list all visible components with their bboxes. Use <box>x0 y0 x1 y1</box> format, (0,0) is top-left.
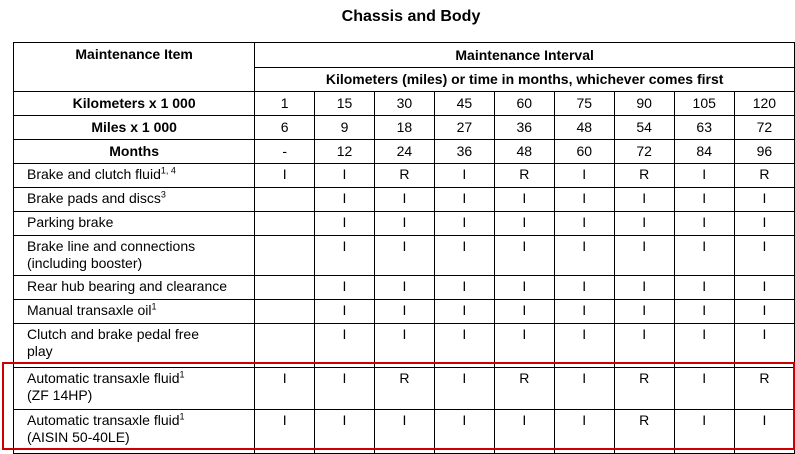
interval-cell: R <box>374 164 434 188</box>
interval-cell: I <box>734 300 794 324</box>
interval-cell: I <box>374 300 434 324</box>
maintenance-item <box>14 212 255 236</box>
scale-value: 30 <box>374 92 434 116</box>
interval-cell: I <box>255 164 315 188</box>
table-row <box>14 368 795 410</box>
interval-cell: I <box>734 410 794 454</box>
interval-cell: I <box>674 410 734 454</box>
footnote-ref: 3 <box>160 189 166 200</box>
interval-cell: I <box>315 300 375 324</box>
scale-label: Miles x 1 000 <box>14 116 255 140</box>
scale-label: Kilometers x 1 000 <box>14 92 255 116</box>
interval-cell: I <box>734 324 794 368</box>
interval-cell: I <box>554 276 614 300</box>
item-label: Manual transaxle oil <box>27 302 152 318</box>
interval-cell: I <box>734 236 794 276</box>
table-row <box>14 164 795 188</box>
interval-cell: I <box>434 276 494 300</box>
interval-cell <box>255 236 315 276</box>
interval-cell: I <box>434 324 494 368</box>
interval-cell: I <box>494 188 554 212</box>
scale-value: 24 <box>374 140 434 164</box>
table-row <box>14 188 795 212</box>
interval-cell: I <box>494 410 554 454</box>
interval-cell: I <box>255 410 315 454</box>
item-label: Rear hub bearing and clearance <box>27 278 228 294</box>
item-label: Clutch and brake pedal free <box>27 326 199 342</box>
item-label-line2: (including booster) <box>27 255 143 271</box>
interval-cell: I <box>674 236 734 276</box>
maintenance-item-header: Maintenance Item <box>14 43 255 92</box>
maintenance-item <box>14 368 255 410</box>
interval-cell: R <box>494 164 554 188</box>
interval-cell: I <box>554 236 614 276</box>
maintenance-item <box>14 300 255 324</box>
scale-value: 12 <box>315 140 375 164</box>
scale-value: 9 <box>315 116 375 140</box>
scale-label: Months <box>14 140 255 164</box>
interval-cell: I <box>674 164 734 188</box>
interval-cell: I <box>494 212 554 236</box>
interval-cell: I <box>614 300 674 324</box>
interval-cell: I <box>734 188 794 212</box>
table-row <box>14 236 795 276</box>
maintenance-item <box>14 324 255 368</box>
interval-cell: I <box>374 188 434 212</box>
interval-cell: I <box>434 410 494 454</box>
interval-cell: I <box>614 324 674 368</box>
interval-cell: I <box>734 276 794 300</box>
scale-row <box>14 140 795 164</box>
interval-cell: I <box>315 164 375 188</box>
scale-value: 60 <box>554 140 614 164</box>
interval-cell: I <box>255 368 315 410</box>
maintenance-item <box>14 410 255 454</box>
interval-cell: I <box>494 300 554 324</box>
scale-value: 72 <box>734 116 794 140</box>
item-label: Brake line and connections <box>27 238 196 254</box>
interval-cell <box>255 324 315 368</box>
item-label-line2: play <box>27 343 53 359</box>
scale-row <box>14 116 795 140</box>
table-row <box>14 212 795 236</box>
interval-cell: I <box>614 188 674 212</box>
interval-cell: I <box>315 410 375 454</box>
interval-cell: I <box>674 324 734 368</box>
scale-value: 120 <box>734 92 794 116</box>
scale-value: 18 <box>374 116 434 140</box>
page-title: Chassis and Body <box>341 8 481 25</box>
scale-value: 48 <box>494 140 554 164</box>
maintenance-interval-header: Maintenance Interval <box>255 43 795 68</box>
scale-value: 96 <box>734 140 794 164</box>
interval-cell: R <box>494 368 554 410</box>
item-label: Brake pads and discs <box>27 190 161 206</box>
interval-cell: R <box>734 164 794 188</box>
scale-value: 36 <box>494 116 554 140</box>
maintenance-item <box>14 276 255 300</box>
interval-cell: I <box>315 188 375 212</box>
interval-cell: R <box>614 368 674 410</box>
table-row <box>14 276 795 300</box>
scale-value: 36 <box>434 140 494 164</box>
interval-cell: I <box>554 300 614 324</box>
interval-cell: R <box>614 410 674 454</box>
interval-cell: I <box>315 212 375 236</box>
interval-cell: I <box>734 212 794 236</box>
scale-value: 48 <box>554 116 614 140</box>
interval-cell: I <box>434 212 494 236</box>
scale-value: 75 <box>554 92 614 116</box>
maintenance-item <box>14 188 255 212</box>
footnote-ref: 1 <box>179 411 185 422</box>
interval-cell <box>255 300 315 324</box>
item-label-line2: (ZF 14HP) <box>27 387 93 403</box>
footnote-ref: 1, 4 <box>160 165 176 176</box>
scale-value: 72 <box>614 140 674 164</box>
scale-value: 63 <box>674 116 734 140</box>
interval-cell: I <box>315 368 375 410</box>
interval-cell: I <box>674 276 734 300</box>
interval-cell: I <box>674 368 734 410</box>
scale-value: 45 <box>434 92 494 116</box>
item-label: Automatic transaxle fluid <box>27 370 180 386</box>
item-label: Automatic transaxle fluid <box>27 412 180 428</box>
interval-cell <box>255 212 315 236</box>
scale-row <box>14 92 795 116</box>
interval-cell: I <box>315 276 375 300</box>
interval-cell: I <box>614 276 674 300</box>
scale-value: 15 <box>315 92 375 116</box>
interval-cell: R <box>734 368 794 410</box>
interval-cell: I <box>554 410 614 454</box>
interval-cell: I <box>614 236 674 276</box>
interval-cell: R <box>614 164 674 188</box>
interval-cell <box>255 188 315 212</box>
interval-cell: I <box>315 324 375 368</box>
interval-subheader: Kilometers (miles) or time in months, whichever comes first <box>255 68 795 92</box>
interval-cell: I <box>674 212 734 236</box>
item-label-line2: (AISIN 50-40LE) <box>27 429 130 445</box>
interval-cell: I <box>374 324 434 368</box>
interval-cell: I <box>554 188 614 212</box>
interval-cell <box>255 276 315 300</box>
table-row <box>14 324 795 368</box>
interval-cell: I <box>494 236 554 276</box>
maintenance-item <box>14 236 255 276</box>
scale-value: 60 <box>494 92 554 116</box>
item-label: Parking brake <box>27 214 114 230</box>
interval-cell: I <box>554 324 614 368</box>
interval-cell: I <box>374 212 434 236</box>
interval-cell: I <box>374 410 434 454</box>
interval-cell: I <box>315 236 375 276</box>
interval-cell: I <box>614 212 674 236</box>
scale-value: 90 <box>614 92 674 116</box>
interval-cell: I <box>434 236 494 276</box>
scale-value: 6 <box>255 116 315 140</box>
interval-cell: I <box>434 368 494 410</box>
interval-cell: I <box>494 276 554 300</box>
footnote-ref: 1 <box>151 301 157 312</box>
interval-cell: I <box>374 236 434 276</box>
item-label: Brake and clutch fluid <box>27 166 161 182</box>
footnote-ref: 1 <box>179 369 185 380</box>
scale-value: 54 <box>614 116 674 140</box>
interval-cell: I <box>554 164 614 188</box>
interval-cell: I <box>674 188 734 212</box>
table-row <box>14 300 795 324</box>
interval-cell: I <box>434 300 494 324</box>
maintenance-item <box>14 164 255 188</box>
interval-cell: I <box>434 188 494 212</box>
scale-value: 84 <box>674 140 734 164</box>
scale-value: 27 <box>434 116 494 140</box>
interval-cell: I <box>674 300 734 324</box>
interval-cell: I <box>494 324 554 368</box>
interval-cell: I <box>554 368 614 410</box>
interval-cell: I <box>434 164 494 188</box>
scale-value: 105 <box>674 92 734 116</box>
interval-cell: I <box>374 276 434 300</box>
interval-cell: I <box>554 212 614 236</box>
maintenance-table <box>13 42 795 454</box>
interval-cell: R <box>374 368 434 410</box>
scale-value: - <box>255 140 315 164</box>
table-row <box>14 410 795 454</box>
scale-value: 1 <box>255 92 315 116</box>
